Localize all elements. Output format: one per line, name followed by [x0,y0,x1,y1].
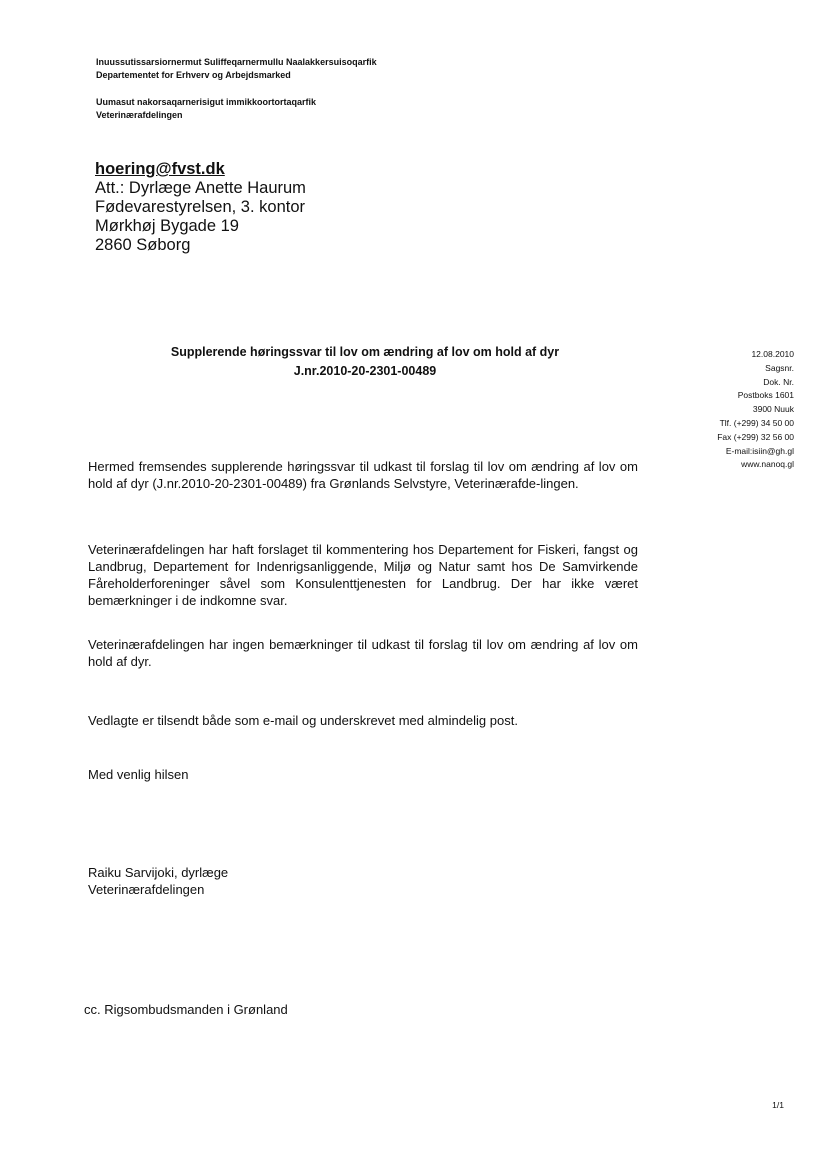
sender-info [634,348,794,472]
recipient-organization: Fødevarestyrelsen, 3. kontor [95,198,306,216]
paragraph-2: Veterinærafdelingen har haft forslaget til kommentering hos Departement for Fiskeri, fangst og Landbrug, Departement for Indenrigsanliggende, Miljø og Natur samt hos De Samvirkende Fåreholderforeninger såvel som Konsulenttjenesten for Landbrug. Der har ikke været bemærkninger i de indkomne svar. [88,542,638,608]
sender-website[interactable]: www.nanoq.gl [741,459,794,470]
letterhead [96,56,377,82]
recipient-attention: Att.: Dyrlæge Anette Haurum [95,179,306,197]
sender-email[interactable]: E-mail:isiin@gh.gl [725,445,794,456]
recipient-email[interactable]: hoering@fvst.dk [95,160,225,178]
unit-header [96,96,316,122]
unit-name-greenlandic: Uumasut nakorsaqarnerisigut immikkoortortaqarfik [96,97,317,107]
page-number: 1/1 [772,1100,784,1110]
recipient-street: Mørkhøj Bygade 19 [95,217,239,235]
po-box: Postboks 1601 [737,390,794,401]
paragraph-3: Veterinærafdelingen har ingen bemærkninger til udkast til forslag til lov om ændring af lov om hold af dyr. [88,637,638,669]
subject-reference: J.nr.2010-20-2301-00489 [293,364,437,378]
unit-name-danish: Veterinærafdelingen [96,110,183,120]
recipient-address [95,160,306,255]
signatory-unit: Veterinærafdelingen [88,882,205,897]
letter-date: 12.08.2010 [751,349,794,359]
case-number-label: Sagsnr. [765,362,794,373]
department-name-danish: Departementet for Erhverv og Arbejdsmarked [96,70,291,80]
department-name-greenlandic: Inuussutissarsiornermut Suliffeqarnermullu Naalakkersuisoqarfik [96,57,377,67]
closing-greeting: Med venlig hilsen [88,767,189,782]
subject-title: Supplerende høringssvar til lov om ændring af lov om hold af dyr [170,345,560,359]
phone-number: Tlf. (+299) 34 50 00 [719,417,794,428]
document-number-label: Dok. Nr. [763,376,794,387]
signature-block [88,864,228,898]
cc-line: cc. Rigsombudsmanden i Grønland [84,1002,288,1017]
signatory-name: Raiku Sarvijoki, dyrlæge [88,865,229,880]
recipient-city: 2860 Søborg [95,236,191,254]
paragraph-1: Hermed fremsendes supplerende høringssvar til udkast til forslag til lov om ændring af lov om hold af dyr (J.nr.2010-20-2301-00489) fra Grønlands Selvstyre, Veterinærafde-lingen. [88,459,638,491]
sender-city: 3900 Nuuk [752,404,794,415]
fax-number: Fax (+299) 32 56 00 [717,431,794,442]
subject-block [120,343,610,381]
paragraph-4: Vedlagte er tilsendt både som e-mail og underskrevet med almindelig post. [88,713,518,728]
